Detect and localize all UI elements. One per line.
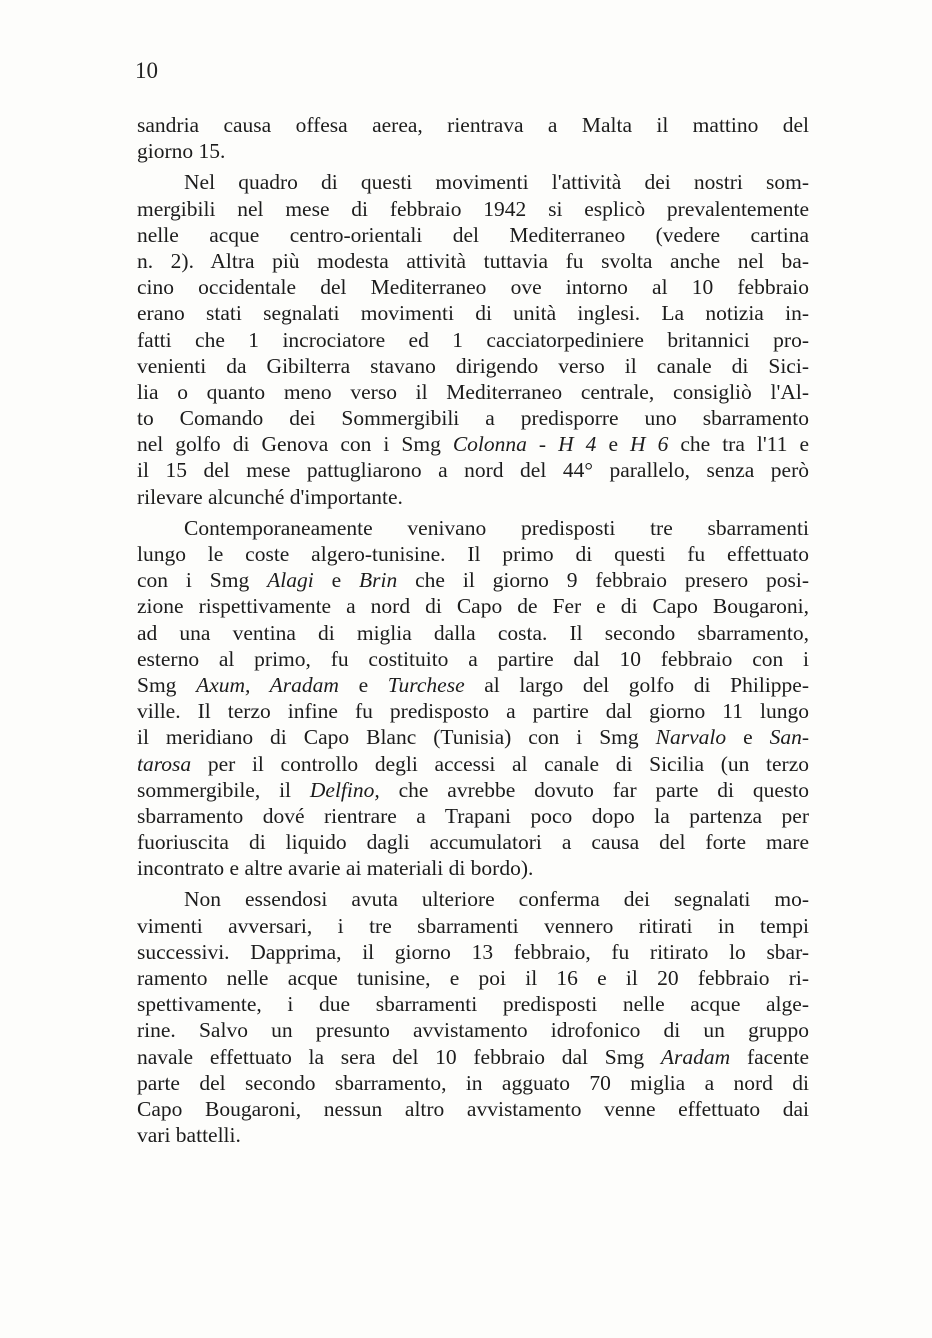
text-run: mergibili nel mese di febbraio 1942 si esplicò prevalentemente (137, 196, 809, 221)
text-run: giorno 15. (137, 139, 226, 164)
text-line (137, 803, 809, 829)
italic-text: Colonna - H 4 (452, 432, 597, 457)
text-run: facente (730, 1044, 809, 1069)
text-line (137, 196, 809, 222)
text-run: con i Smg (137, 568, 268, 593)
text-run: Capo Bougaroni, nessun altro avvistamento venne effettuato dai (137, 1096, 809, 1121)
text-line (137, 431, 809, 457)
text-run: ad una ventina di miglia dalla costa. Il secondo sbarramento, (137, 620, 809, 645)
text-run: fatti che 1 incrociatore ed 1 cacciatorpediniere britannici pro- (137, 327, 809, 352)
text-run: ville. Il terzo infine fu predisposto a partire dal giorno 11 lungo (137, 699, 809, 724)
page-number: 10 (135, 58, 158, 83)
text-run: vari battelli. (137, 1123, 241, 1148)
text-line (137, 567, 809, 593)
text-line (137, 353, 809, 379)
paragraph (137, 515, 809, 882)
text-line (137, 1096, 809, 1122)
text-line (137, 112, 809, 138)
text-line (137, 646, 809, 672)
italic-text: Turchese (387, 672, 465, 697)
text-line (137, 379, 809, 405)
text-line (137, 300, 809, 326)
text-line (137, 886, 809, 912)
text-line (137, 1122, 809, 1148)
text-line (137, 777, 809, 803)
text-run: al largo del golfo di Philippe- (464, 672, 809, 697)
text-run: Non essendosi avuta ulteriore conferma dei segnalati mo- (184, 887, 809, 912)
text-run: to Comando dei Sommergibili a predisporre uno sbarramento (137, 406, 809, 431)
italic-text: Brin (359, 568, 398, 593)
text-run: n. 2). Altra più modesta attività tuttavia fu svolta anche nel ba- (137, 248, 809, 273)
text-run: cino occidentale del Mediterraneo ove intorno al 10 febbraio (137, 275, 809, 300)
text-line (137, 855, 809, 881)
text-line (137, 248, 809, 274)
text-line (137, 515, 809, 541)
text-run: erano stati segnalati movimenti di unità inglesi. La notizia in- (137, 301, 809, 326)
italic-text: Aradam (660, 1044, 731, 1069)
text-run: che avrebbe dovuto far parte di questo (379, 777, 809, 802)
text-line (137, 138, 809, 164)
text-run: successivi. Dapprima, il giorno 13 febbraio, fu ritirato lo sbar- (137, 939, 809, 964)
text-line (137, 829, 809, 855)
text-run: il 15 del mese pattugliarono a nord del 44° parallelo, senza però (137, 458, 809, 483)
text-run: spettivamente, i due sbarramenti predisposti nelle acque alge- (137, 992, 809, 1017)
text-line (137, 327, 809, 353)
text-line (137, 274, 809, 300)
italic-text: Axum, Aradam (196, 672, 339, 697)
text-line (137, 939, 809, 965)
paragraph (137, 886, 809, 1148)
text-line (137, 724, 809, 750)
text-run: rine. Salvo un presunto avvistamento idrofonico di un gruppo (137, 1018, 809, 1043)
italic-text: Delfino, (309, 777, 380, 802)
text-run: e (596, 432, 631, 457)
text-run: sandria causa offesa aerea, rientrava a Malta il mattino del (137, 113, 809, 137)
text-run: nel golfo di Genova con i Smg (137, 432, 453, 457)
text-run: ramento nelle acque tunisine, e poi il 16 e il 20 febbraio ri- (137, 966, 809, 990)
italic-text: tarosa (137, 751, 192, 776)
text-line (137, 541, 809, 567)
text-run: zione rispettivamente a nord di Capo de Fer e di Capo Bougaroni, (137, 594, 809, 619)
text-line (137, 457, 809, 483)
text-run: esterno al primo, fu costituito a partire dal 10 febbraio con i (137, 646, 809, 671)
text-run: il meridiano di Capo Blanc (Tunisia) con i Smg (137, 725, 656, 750)
text-run: parte del secondo sbarramento, in agguato 70 miglia a nord di (137, 1070, 809, 1095)
text-line (137, 1044, 809, 1070)
text-line (137, 913, 809, 939)
text-line (137, 620, 809, 646)
text-run: vimenti avversari, i tre sbarramenti vennero ritirati in tempi (137, 913, 809, 938)
paragraph (137, 112, 809, 164)
text-run: che tra l'11 e (668, 432, 810, 457)
text-run: lia o quanto meno verso il Mediterraneo centrale, consigliò l'Al- (137, 379, 809, 404)
text-run: lungo le coste algero-tunisine. Il primo di questi fu effettuato (137, 542, 809, 566)
text-line (137, 484, 809, 510)
text-run: rilevare alcunché d'importante. (137, 484, 403, 509)
text-run: e (338, 672, 388, 697)
text-line (137, 991, 809, 1017)
text-line (137, 672, 809, 698)
italic-text: Alagi (267, 568, 314, 593)
text-line (137, 405, 809, 431)
text-run: fuoriuscita di liquido dagli accumulatori a causa del forte mare (137, 830, 809, 855)
text-line (137, 965, 809, 991)
text-line (137, 751, 809, 777)
text-line (137, 593, 809, 619)
text-run: venienti da Gibilterra stavano dirigendo verso il canale di Sici- (137, 353, 809, 378)
italic-text: San- (769, 725, 809, 750)
text-run: Contemporaneamente venivano predisposti tre sbarramenti (184, 515, 809, 540)
text-run: nelle acque centro-orientali del Mediterraneo (vedere cartina (137, 222, 809, 247)
body-text (137, 112, 809, 1148)
text-run: navale effettuato la sera del 10 febbraio dal Smg (137, 1044, 661, 1069)
italic-text: H 6 (630, 432, 669, 457)
text-line (137, 169, 809, 195)
text-run: sommergibile, il (137, 777, 310, 802)
paragraph (137, 169, 809, 509)
text-line (137, 1070, 809, 1096)
text-line (137, 1017, 809, 1043)
text-run: incontrato e altre avarie ai materiali di bordo). (137, 856, 534, 881)
text-run: Nel quadro di questi movimenti l'attività dei nostri som- (184, 170, 809, 195)
text-run: e (313, 568, 360, 593)
text-run: che il giorno 9 febbraio presero posi- (397, 568, 809, 593)
text-line (137, 698, 809, 724)
text-run: e (726, 725, 770, 750)
text-run: per il controllo degli accessi al canale di Sicilia (un terzo (191, 751, 809, 776)
italic-text: Narvalo (655, 725, 727, 750)
text-run: sbarramento dové rientrare a Trapani poco dopo la partenza per (137, 803, 809, 828)
text-line (137, 222, 809, 248)
text-run: Smg (137, 672, 197, 697)
